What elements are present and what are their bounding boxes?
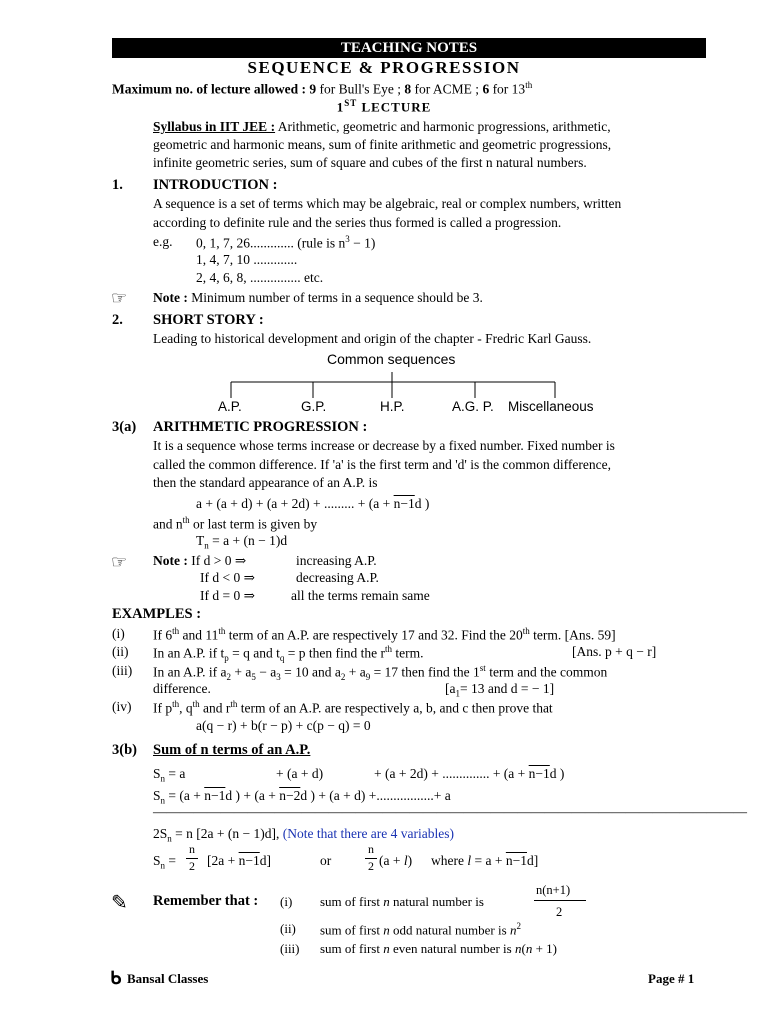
sn-forward: $S_n = a$	[153, 766, 186, 784]
example-i-num: (i)	[112, 626, 125, 641]
example-ii-text: In an A.P. if $t_p = q$ and $t_q = p$ then find the $r^{th}$ term.	[153, 644, 424, 664]
ap-number: 3(a)	[112, 419, 137, 435]
sn-reverse: $S_n = (a + n-1d$ ) + (a + n−2d ) + (a + d) +.................+ a	[153, 788, 451, 806]
remember-iii-num: (iii)	[280, 941, 300, 956]
sn-formula-bracket: [2a + n−1d]	[207, 853, 271, 868]
tree-label-gp: G.P.	[301, 399, 327, 414]
remember-i-frac-num: n(n+1)	[536, 883, 571, 897]
ap-series: a + (a + d) + (a + 2d) + ......... + (a + n−1d )	[196, 496, 430, 511]
sum-number: 3(b)	[112, 742, 137, 758]
intro-para-1: A sequence is a set of terms which may be algebraic, real or complex numbers, written	[153, 196, 622, 211]
intro-heading: INTRODUCTION :	[153, 177, 278, 193]
page-number: Page # 1	[648, 971, 695, 986]
example-i-text: If 6th and 11th term of an A.P. are respectively 17 and 32. Find the 20th term. [Ans. 59]	[153, 626, 616, 643]
where-clause: where l = a + n−1d]	[431, 853, 539, 868]
tn-formula: $T_n = a + (n - 1)d$	[196, 533, 288, 551]
story-text: Leading to historical development and origin of the chapter - Fredric Karl Gauss.	[153, 331, 592, 346]
syllabus-line-3: infinite geometric series, sum of square and cubes of the first n natural numbers.	[153, 155, 587, 170]
remember-i-text: sum of first n natural number is	[320, 894, 484, 909]
remember-label: Remember that :	[153, 893, 259, 909]
lecture-heading: 1ST LECTURE	[336, 98, 432, 115]
intro-note: Note : Minimum number of terms in a sequence should be 3.	[153, 290, 483, 305]
tree-label-misc: Miscellaneous	[508, 399, 594, 414]
example-iii-answer: [$a_1= 13$ and d = − 1]	[445, 681, 555, 699]
example-sequence-2: 1, 4, 7, 10 .............	[196, 252, 298, 267]
ap-note-2-result: decreasing A.P.	[296, 570, 379, 585]
pointing-hand-icon: ☞	[111, 288, 128, 308]
or-label: or	[320, 853, 332, 868]
tree-label-ap: A.P.	[218, 399, 242, 414]
ap-note-1: Note : If d > 0 ⇒	[153, 553, 247, 568]
example-ii-answer: [Ans. p + q − r]	[572, 644, 657, 659]
example-iii-text: In an A.P. if $a_2 + a_5 - a_3 = 10$ and $a_2 + a_9 = 17$ then find the 1st term and the common	[153, 663, 608, 683]
sn-fraction-num: n	[189, 842, 195, 856]
sn-forward-term2: + (a + d)	[276, 766, 324, 781]
example-sequence-1: 0, 1, 7, 26............. (rule is $n^3 - 1$)	[196, 234, 376, 251]
ap-para-3: then the standard appearance of an A.P. is	[153, 475, 378, 490]
examples-heading: EXAMPLES :	[112, 606, 202, 622]
bansal-logo-icon: ᑲ	[110, 968, 122, 988]
tree-label-hp: H.P.	[380, 399, 405, 414]
max-lectures-line: Maximum no. of lecture allowed : 9 for Bull's Eye ; 8 for ACME ; 6 for 13th	[112, 80, 533, 97]
example-sequence-3: 2, 4, 6, 8, ............... etc.	[196, 270, 324, 285]
remember-ii-text: sum of first n odd natural number is $n^2$	[320, 921, 521, 938]
example-iii-num: (iii)	[112, 663, 133, 678]
story-heading: SHORT STORY :	[153, 312, 264, 328]
syllabus-line-2: geometric and harmonic means, sum of finite arithmetic and geometric progressions,	[153, 137, 612, 152]
example-iv-num: (iv)	[112, 699, 132, 714]
example-iv-equation: a(q − r) + b(r − p) + c(p − q) = 0	[196, 718, 371, 733]
remember-ii-num: (ii)	[280, 921, 296, 936]
remember-i-frac-den: 2	[556, 905, 563, 919]
pencil-icon: ✎	[111, 892, 128, 914]
sn-forward-rest: + (a + 2d) + .............. + (a + n−1d )	[374, 766, 565, 781]
ap-para-2: called the common difference. If 'a' is the first term and 'd' is the common difference,	[153, 457, 611, 472]
footer-brand: Bansal Classes	[127, 971, 209, 986]
ap-note-3: If d = 0 ⇒	[200, 588, 255, 603]
tree-root-label: Common sequences	[327, 351, 456, 367]
sn-fraction2-num: n	[368, 842, 374, 856]
remember-iii-text: sum of first n even natural number is n(n + 1)	[320, 941, 557, 956]
fraction-bar	[534, 900, 586, 901]
ap-note-1-result: increasing A.P.	[296, 553, 377, 568]
sn-formula2: (a + l)	[379, 853, 413, 868]
story-number: 2.	[112, 312, 123, 328]
sum-heading: Sum of n terms of an A.P.	[153, 742, 311, 758]
example-iii-line-2: difference.	[153, 681, 211, 696]
ap-para-1: It is a sequence whose terms increase or decrease by a fixed number. Fixed number is	[153, 438, 615, 453]
two-sn-formula: $2S_n = n$ [2a + (n − 1)d], (Note that there are 4 variables)	[153, 826, 455, 844]
intro-number: 1.	[112, 177, 123, 193]
sn-fraction2-den: 2	[368, 859, 374, 873]
teaching-notes-banner: TEACHING NOTES	[112, 38, 706, 58]
ap-note-2: If d < 0 ⇒	[200, 570, 255, 585]
tree-label-agp: A.G. P.	[452, 399, 494, 414]
example-iv-text: If $p^{th}$, $q^{th}$ and $r^{th}$ term of an A.P. are respectively a, b, and c then prove that	[153, 699, 553, 716]
sn-formula-left: $S_n$ =	[153, 853, 177, 871]
syllabus-line-1: Syllabus in IIT JEE : Arithmetic, geometric and harmonic progressions, arithmetic,	[153, 119, 611, 134]
ap-note-3-result: all the terms remain same	[291, 588, 430, 603]
sum-divider: ————————————————————————————————————————————	[153, 804, 747, 819]
page-title: SEQUENCE & PROGRESSION	[247, 58, 521, 77]
eg-label: e.g.	[153, 234, 173, 249]
intro-para-2: according to definite rule and the series thus formed is called a progression.	[153, 215, 562, 230]
ap-heading: ARITHMETIC PROGRESSION :	[153, 419, 368, 435]
remember-i-num: (i)	[280, 894, 293, 909]
pointing-hand-icon: ☞	[111, 552, 128, 572]
example-ii-num: (ii)	[112, 644, 129, 659]
nth-term-line: and $n^{th}$ or last term is given by	[153, 515, 318, 532]
sn-fraction-den: 2	[189, 859, 195, 873]
